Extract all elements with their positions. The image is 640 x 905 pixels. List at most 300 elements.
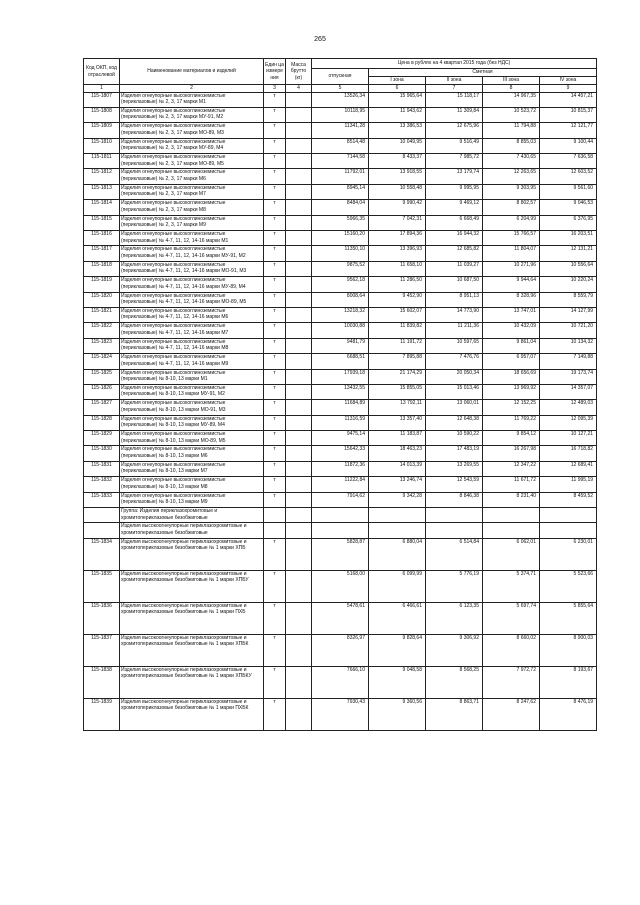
zone-1-price-cell: 9 360,56 <box>369 698 426 730</box>
zone-4-price-cell: 14 457,21 <box>540 92 597 107</box>
name-cell: Изделия высокоогнеупорные периклазохромитовые и хромитопериклазовые безобжиговые № 1 марки ХПБКУ <box>120 666 264 698</box>
name-cell: Изделия огнеупорные высокоглиноземистые (периклазовые) № 4-7, 11, 12, 14-16 марки М7 <box>120 323 264 338</box>
mass-cell <box>286 292 312 307</box>
zone-4-price-cell: 11 995,19 <box>540 477 597 492</box>
code-cell: 115-1820 <box>84 292 120 307</box>
zone-3-price-cell: 9 854,12 <box>483 431 540 446</box>
name-cell: Изделия огнеупорные высокоглиноземистые (периклазовые) № 2, 3, 17 марки МУ-91, М2 <box>120 107 264 122</box>
table-row <box>84 369 597 384</box>
zone-1-price-cell <box>369 523 426 538</box>
code-cell: 115-1830 <box>84 446 120 461</box>
zone-4-price-cell: 12 095,39 <box>540 415 597 430</box>
zone-3-price-cell <box>483 523 540 538</box>
mass-cell <box>286 400 312 415</box>
header-number: 8 <box>483 85 540 93</box>
unit-cell: т <box>264 384 286 399</box>
unit-cell: т <box>264 570 286 602</box>
zone-2-price-cell: 15 118,17 <box>426 92 483 107</box>
code-cell: 115-1822 <box>84 323 120 338</box>
mass-cell <box>286 666 312 698</box>
name-cell: Изделия огнеупорные высокоглиноземистые (периклазовые) № 4-7, 11, 12, 14-16 марки М1 <box>120 231 264 246</box>
table-row <box>84 431 597 446</box>
unit-cell: т <box>264 292 286 307</box>
zone-4-price-cell: 12 121,77 <box>540 123 597 138</box>
name-cell: Изделия огнеупорные высокоглиноземистые (периклазовые) № 2, 3, 17 марки М9 <box>120 215 264 230</box>
name-cell: Изделия огнеупорные высокоглиноземистые (периклазовые) № 4-7, 11, 12, 14-16 марки М8 <box>120 338 264 353</box>
zone-2-price-cell: 6 514,84 <box>426 538 483 570</box>
price-table <box>83 58 597 731</box>
code-cell: 115-1810 <box>84 138 120 153</box>
zone-3-price-cell <box>483 508 540 523</box>
zone-3-price-cell: 8 802,57 <box>483 200 540 215</box>
release-price-cell: 5966,35 <box>312 215 369 230</box>
table-row <box>84 634 597 666</box>
zone-4-price-cell: 16 718,82 <box>540 446 597 461</box>
release-price-cell: 11684,89 <box>312 400 369 415</box>
name-cell: Изделия огнеупорные высокоглиноземистые (периклазовые) № 4-7, 11, 12, 14-16 марки МО-91, М3 <box>120 261 264 276</box>
zone-2-price-cell: 6 668,49 <box>426 215 483 230</box>
zone-1-price-cell: 10 049,95 <box>369 138 426 153</box>
code-cell: 115-1824 <box>84 354 120 369</box>
zone-1-price-cell: 10 558,48 <box>369 184 426 199</box>
header-release-price: отпускная <box>312 69 369 85</box>
code-cell: 115-1826 <box>84 384 120 399</box>
mass-cell <box>286 570 312 602</box>
zone-1-price-cell: 13 386,53 <box>369 123 426 138</box>
zone-3-price-cell: 9 303,95 <box>483 184 540 199</box>
zone-3-price-cell: 6 957,07 <box>483 354 540 369</box>
mass-cell <box>286 698 312 730</box>
table-row <box>84 107 597 122</box>
mass-cell <box>286 384 312 399</box>
code-cell: 115-1808 <box>84 107 120 122</box>
table-row <box>84 292 597 307</box>
unit-cell: т <box>264 307 286 322</box>
table-row <box>84 602 597 634</box>
mass-cell <box>286 523 312 538</box>
table-row <box>84 523 597 538</box>
name-cell: Изделия высокоогнеупорные периклазохромитовые и хромитопериклазовые безобжиговые № 1 марки ХПБУ <box>120 570 264 602</box>
zone-2-price-cell: 9 469,12 <box>426 200 483 215</box>
zone-1-price-cell: 9 828,64 <box>369 634 426 666</box>
code-cell: 115-1833 <box>84 492 120 507</box>
release-price-cell: 8514,48 <box>312 138 369 153</box>
name-cell: Изделия огнеупорные высокоглиноземистые (периклазовые) № 8-10, 13 марки МУ-91, М2 <box>120 384 264 399</box>
zone-3-price-cell: 7 972,72 <box>483 666 540 698</box>
zone-3-price-cell: 7 430,65 <box>483 154 540 169</box>
zone-1-price-cell: 13 792,11 <box>369 400 426 415</box>
mass-cell <box>286 200 312 215</box>
name-cell: Изделия высокоогнеупорные периклазохромитовые и хромитопериклазовые безобжиговые № 1 марки ПХБ <box>120 602 264 634</box>
name-cell: Группа: Изделия периклазохромитовые и хромитопериклазовые безобжиговые <box>120 508 264 523</box>
release-price-cell: 13218,32 <box>312 307 369 322</box>
zone-2-price-cell: 10 597,65 <box>426 338 483 353</box>
zone-1-price-cell: 15 602,07 <box>369 307 426 322</box>
table-row <box>84 154 597 169</box>
mass-cell <box>286 477 312 492</box>
code-cell <box>84 523 120 538</box>
code-cell: 115-1818 <box>84 261 120 276</box>
name-cell: Изделия огнеупорные высокоглиноземистые (периклазовые) № 8-10, 13 марки М7 <box>120 461 264 476</box>
header-number: 9 <box>540 85 597 93</box>
table-row <box>84 169 597 184</box>
table-row <box>84 246 597 261</box>
header-zone-3: III зона <box>483 77 540 85</box>
release-price-cell: 10118,95 <box>312 107 369 122</box>
code-cell: 115-1832 <box>84 477 120 492</box>
zone-1-price-cell: 7 895,88 <box>369 354 426 369</box>
table-row <box>84 200 597 215</box>
zone-2-price-cell: 20 050,34 <box>426 369 483 384</box>
release-price-cell: 15642,33 <box>312 446 369 461</box>
unit-cell: т <box>264 369 286 384</box>
unit-cell: т <box>264 200 286 215</box>
zone-3-price-cell: 5 697,74 <box>483 602 540 634</box>
table-row <box>84 400 597 415</box>
zone-4-price-cell: 10 220,24 <box>540 277 597 292</box>
release-price-cell: 11316,59 <box>312 415 369 430</box>
unit-cell <box>264 523 286 538</box>
zone-4-price-cell <box>540 508 597 523</box>
zone-2-price-cell: 11 211,36 <box>426 323 483 338</box>
zone-3-price-cell: 15 766,57 <box>483 231 540 246</box>
zone-1-price-cell: 11 658,10 <box>369 261 426 276</box>
zone-1-price-cell: 13 396,93 <box>369 246 426 261</box>
unit-cell: т <box>264 400 286 415</box>
zone-2-price-cell: 8 951,13 <box>426 292 483 307</box>
release-price-cell: 10030,88 <box>312 323 369 338</box>
code-cell: 115-1816 <box>84 231 120 246</box>
zone-1-price-cell: 15 855,05 <box>369 384 426 399</box>
table-row <box>84 323 597 338</box>
zone-2-price-cell: 15 013,46 <box>426 384 483 399</box>
name-cell: Изделия высокоогнеупорные периклазохромитовые и хромитопериклазовые безобжиговые № 1 марки ПХБК <box>120 698 264 730</box>
zone-1-price-cell: 8 433,37 <box>369 154 426 169</box>
header-number: 1 <box>84 85 120 93</box>
name-cell: Изделия огнеупорные высокоглиноземистые (периклазовые) № 4-7, 11, 12, 14-16 марки М6 <box>120 307 264 322</box>
zone-3-price-cell: 8 328,96 <box>483 292 540 307</box>
zone-2-price-cell: 8 846,38 <box>426 492 483 507</box>
zone-3-price-cell: 8 855,03 <box>483 138 540 153</box>
zone-2-price-cell: 12 648,38 <box>426 415 483 430</box>
code-cell: 115-1821 <box>84 307 120 322</box>
zone-4-price-cell: 16 203,51 <box>540 231 597 246</box>
zone-1-price-cell: 6 466,61 <box>369 602 426 634</box>
zone-4-price-cell: 19 173,74 <box>540 369 597 384</box>
table-row <box>84 231 597 246</box>
code-cell: 115-1828 <box>84 415 120 430</box>
zone-2-price-cell: 17 483,19 <box>426 446 483 461</box>
code-cell: 115-1837 <box>84 634 120 666</box>
header-name: Наименование материалов и изделий <box>120 59 264 85</box>
name-cell: Изделия огнеупорные высокоглиноземистые (периклазовые) № 2, 3, 17 марки М1 <box>120 92 264 107</box>
header-mass: Масса брутто (кг) <box>286 59 312 85</box>
code-cell: 115-1819 <box>84 277 120 292</box>
unit-cell <box>264 508 286 523</box>
code-cell: 115-1809 <box>84 123 120 138</box>
zone-3-price-cell: 12 152,25 <box>483 400 540 415</box>
zone-4-price-cell: 7 149,88 <box>540 354 597 369</box>
zone-3-price-cell: 9 944,64 <box>483 277 540 292</box>
mass-cell <box>286 261 312 276</box>
zone-3-price-cell: 10 523,72 <box>483 107 540 122</box>
zone-4-price-cell: 9 100,44 <box>540 138 597 153</box>
mass-cell <box>286 138 312 153</box>
name-cell: Изделия высокоогнеупорные периклазохромитовые и хромитопериклазовые безобжиговые <box>120 523 264 538</box>
unit-cell: т <box>264 169 286 184</box>
zone-4-price-cell: 6 376,95 <box>540 215 597 230</box>
zone-4-price-cell: 7 636,58 <box>540 154 597 169</box>
unit-cell: т <box>264 338 286 353</box>
header-price-title: Цена в рублях на 4 квартал 2015 года (без НДС) <box>312 59 597 69</box>
zone-1-price-cell: 18 463,23 <box>369 446 426 461</box>
zone-3-price-cell: 11 804,07 <box>483 246 540 261</box>
code-cell: 115-1811 <box>84 154 120 169</box>
zone-2-price-cell: 13 269,55 <box>426 461 483 476</box>
zone-3-price-cell: 12 263,65 <box>483 169 540 184</box>
zone-3-price-cell: 10 271,96 <box>483 261 540 276</box>
unit-cell: т <box>264 477 286 492</box>
table-row <box>84 508 597 523</box>
unit-cell: т <box>264 215 286 230</box>
release-price-cell: 5168,00 <box>312 570 369 602</box>
zone-4-price-cell: 14 127,99 <box>540 307 597 322</box>
zone-2-price-cell: 5 776,19 <box>426 570 483 602</box>
unit-cell: т <box>264 492 286 507</box>
release-price-cell: 7666,10 <box>312 666 369 698</box>
release-price-cell: 7144,58 <box>312 154 369 169</box>
mass-cell <box>286 338 312 353</box>
zone-4-price-cell: 10 127,21 <box>540 431 597 446</box>
zone-4-price-cell: 6 230,01 <box>540 538 597 570</box>
name-cell: Изделия огнеупорные высокоглиноземистые (периклазовые) № 2, 3, 17 марки М6 <box>120 169 264 184</box>
zone-3-price-cell: 14 967,35 <box>483 92 540 107</box>
name-cell: Изделия огнеупорные высокоглиноземистые (периклазовые) № 2, 3, 17 марки М7 <box>120 184 264 199</box>
zone-2-price-cell: 11 039,27 <box>426 261 483 276</box>
header-number: 2 <box>120 85 264 93</box>
header-code: Код ОКП, код отраслевой <box>84 59 120 85</box>
header-unit: Един ца измере ния <box>264 59 286 85</box>
unit-cell: т <box>264 634 286 666</box>
name-cell: Изделия высокоогнеупорные периклазохромитовые и хромитопериклазовые безобжиговые № 1 марки ХПБ <box>120 538 264 570</box>
zone-1-price-cell: 11 286,50 <box>369 277 426 292</box>
release-price-cell: 9475,14 <box>312 431 369 446</box>
table-row <box>84 570 597 602</box>
name-cell: Изделия огнеупорные высокоглиноземистые (периклазовые) № 8-10, 13 марки М8 <box>120 477 264 492</box>
unit-cell: т <box>264 323 286 338</box>
zone-3-price-cell: 12 347,22 <box>483 461 540 476</box>
zone-4-price-cell: 10 721,20 <box>540 323 597 338</box>
table-row <box>84 92 597 107</box>
release-price-cell: 17939,18 <box>312 369 369 384</box>
zone-4-price-cell: 9 561,60 <box>540 184 597 199</box>
name-cell: Изделия огнеупорные высокоглиноземистые (периклазовые) № 4-7, 11, 12, 14-16 марки МУ-91, М2 <box>120 246 264 261</box>
zone-2-price-cell: 8 568,25 <box>426 666 483 698</box>
header-estimate-price: Сметная <box>369 69 597 77</box>
unit-cell: т <box>264 184 286 199</box>
header-zone-1: I зона <box>369 77 426 85</box>
table-row <box>84 338 597 353</box>
release-price-cell <box>312 508 369 523</box>
page-number: 265 <box>314 36 326 43</box>
unit-cell: т <box>264 461 286 476</box>
name-cell: Изделия огнеупорные высокоглиноземистые (периклазовые) № 4-7, 11, 12, 14-16 марки МО-89, М5 <box>120 292 264 307</box>
zone-1-price-cell: 11 943,62 <box>369 107 426 122</box>
zone-2-price-cell: 9 306,92 <box>426 634 483 666</box>
code-cell: 115-1831 <box>84 461 120 476</box>
code-cell: 115-1834 <box>84 538 120 570</box>
zone-1-price-cell: 6 880,04 <box>369 538 426 570</box>
code-cell: 115-1813 <box>84 184 120 199</box>
zone-4-price-cell: 8 193,67 <box>540 666 597 698</box>
zone-1-price-cell: 17 894,36 <box>369 231 426 246</box>
code-cell: 115-1825 <box>84 369 120 384</box>
mass-cell <box>286 123 312 138</box>
table-row <box>84 384 597 399</box>
zone-1-price-cell: 13 918,55 <box>369 169 426 184</box>
code-cell: 115-1817 <box>84 246 120 261</box>
mass-cell <box>286 602 312 634</box>
zone-2-price-cell: 10 590,22 <box>426 431 483 446</box>
zone-4-price-cell: 10 815,37 <box>540 107 597 122</box>
zone-4-price-cell: 8 459,52 <box>540 492 597 507</box>
release-price-cell: 5828,87 <box>312 538 369 570</box>
zone-4-price-cell: 5 855,64 <box>540 602 597 634</box>
release-price-cell: 11872,36 <box>312 461 369 476</box>
table-row <box>84 138 597 153</box>
release-price-cell: 9562,18 <box>312 277 369 292</box>
name-cell: Изделия огнеупорные высокоглиноземистые (периклазовые) № 8-10, 13 марки МУ-89, М4 <box>120 415 264 430</box>
table-row <box>84 277 597 292</box>
zone-2-price-cell: 6 123,35 <box>426 602 483 634</box>
header-number: 7 <box>426 85 483 93</box>
release-price-cell: 7930,43 <box>312 698 369 730</box>
zone-4-price-cell: 9 046,53 <box>540 200 597 215</box>
mass-cell <box>286 446 312 461</box>
name-cell: Изделия огнеупорные высокоглиноземистые (периклазовые) № 8-10, 13 марки МО-89, М5 <box>120 431 264 446</box>
zone-4-price-cell <box>540 523 597 538</box>
unit-cell: т <box>264 602 286 634</box>
release-price-cell: 15160,20 <box>312 231 369 246</box>
table-row <box>84 698 597 730</box>
name-cell: Изделия высокоогнеупорные периклазохромитовые и хромитопериклазовые безобжиговые № 1 марки ХПБК <box>120 634 264 666</box>
release-price-cell: 11222,84 <box>312 477 369 492</box>
mass-cell <box>286 492 312 507</box>
name-cell: Изделия огнеупорные высокоглиноземистые (периклазовые) № 8-10, 13 марки М9 <box>120 492 264 507</box>
zone-2-price-cell: 10 687,50 <box>426 277 483 292</box>
release-price-cell: 13432,55 <box>312 384 369 399</box>
zone-2-price-cell: 12 543,59 <box>426 477 483 492</box>
zone-2-price-cell <box>426 523 483 538</box>
zone-4-price-cell: 12 603,52 <box>540 169 597 184</box>
table-row <box>84 666 597 698</box>
unit-cell: т <box>264 246 286 261</box>
mass-cell <box>286 92 312 107</box>
zone-2-price-cell: 9 995,95 <box>426 184 483 199</box>
name-cell: Изделия огнеупорные высокоглиноземистые (периклазовые) № 8-10, 13 марки М6 <box>120 446 264 461</box>
release-price-cell: 8945,14 <box>312 184 369 199</box>
zone-3-price-cell: 13 747,01 <box>483 307 540 322</box>
code-cell: 115-1829 <box>84 431 120 446</box>
code-cell: 115-1807 <box>84 92 120 107</box>
zone-2-price-cell: 12 685,82 <box>426 246 483 261</box>
zone-3-price-cell: 13 969,92 <box>483 384 540 399</box>
code-cell <box>84 508 120 523</box>
release-price-cell: 11341,28 <box>312 123 369 138</box>
zone-1-price-cell: 13 357,40 <box>369 415 426 430</box>
mass-cell <box>286 246 312 261</box>
name-cell: Изделия огнеупорные высокоглиноземистые (периклазовые) № 4-7, 11, 12, 14-16 марки МУ-89, М4 <box>120 277 264 292</box>
mass-cell <box>286 231 312 246</box>
zone-4-price-cell: 8 559,79 <box>540 292 597 307</box>
code-cell: 115-1815 <box>84 215 120 230</box>
mass-cell <box>286 369 312 384</box>
header-number: 3 <box>264 85 286 93</box>
unit-cell: т <box>264 92 286 107</box>
zone-3-price-cell: 6 062,01 <box>483 538 540 570</box>
name-cell: Изделия огнеупорные высокоглиноземистые (периклазовые) № 4-7, 11, 12, 14-16 марки М9 <box>120 354 264 369</box>
header-number: 6 <box>369 85 426 93</box>
name-cell: Изделия огнеупорные высокоглиноземистые (периклазовые) № 2, 3, 17 марки МУ-89, М4 <box>120 138 264 153</box>
zone-2-price-cell: 9 516,49 <box>426 138 483 153</box>
table-row <box>84 492 597 507</box>
unit-cell: т <box>264 415 286 430</box>
zone-3-price-cell: 9 861,04 <box>483 338 540 353</box>
table-row <box>84 538 597 570</box>
zone-4-price-cell: 12 689,41 <box>540 461 597 476</box>
zone-4-price-cell: 12 489,03 <box>540 400 597 415</box>
zone-3-price-cell: 8 231,40 <box>483 492 540 507</box>
zone-1-price-cell: 15 965,64 <box>369 92 426 107</box>
zone-2-price-cell: 11 309,84 <box>426 107 483 122</box>
header-number: 5 <box>312 85 369 93</box>
mass-cell <box>286 277 312 292</box>
mass-cell <box>286 323 312 338</box>
zone-4-price-cell: 10 134,32 <box>540 338 597 353</box>
zone-2-price-cell: 8 863,71 <box>426 698 483 730</box>
zone-3-price-cell: 18 656,69 <box>483 369 540 384</box>
unit-cell: т <box>264 154 286 169</box>
table-row <box>84 215 597 230</box>
zone-1-price-cell: 9 452,90 <box>369 292 426 307</box>
header-zone-4: IV зона <box>540 77 597 85</box>
code-cell: 115-1835 <box>84 570 120 602</box>
mass-cell <box>286 634 312 666</box>
mass-cell <box>286 107 312 122</box>
zone-1-price-cell: 6 099,99 <box>369 570 426 602</box>
release-price-cell <box>312 523 369 538</box>
zone-2-price-cell: 13 179,74 <box>426 169 483 184</box>
table-row <box>84 446 597 461</box>
unit-cell: т <box>264 698 286 730</box>
release-price-cell: 5478,61 <box>312 602 369 634</box>
mass-cell <box>286 215 312 230</box>
zone-3-price-cell: 8 247,62 <box>483 698 540 730</box>
zone-1-price-cell: 14 013,39 <box>369 461 426 476</box>
mass-cell <box>286 169 312 184</box>
zone-2-price-cell: 7 476,76 <box>426 354 483 369</box>
mass-cell <box>286 508 312 523</box>
mass-cell <box>286 184 312 199</box>
zone-1-price-cell: 11 191,72 <box>369 338 426 353</box>
release-price-cell: 8008,64 <box>312 292 369 307</box>
release-price-cell: 8326,97 <box>312 634 369 666</box>
zone-1-price-cell: 11 839,82 <box>369 323 426 338</box>
unit-cell: т <box>264 107 286 122</box>
zone-4-price-cell: 14 357,07 <box>540 384 597 399</box>
zone-1-price-cell: 9 048,58 <box>369 666 426 698</box>
release-price-cell: 7914,62 <box>312 492 369 507</box>
